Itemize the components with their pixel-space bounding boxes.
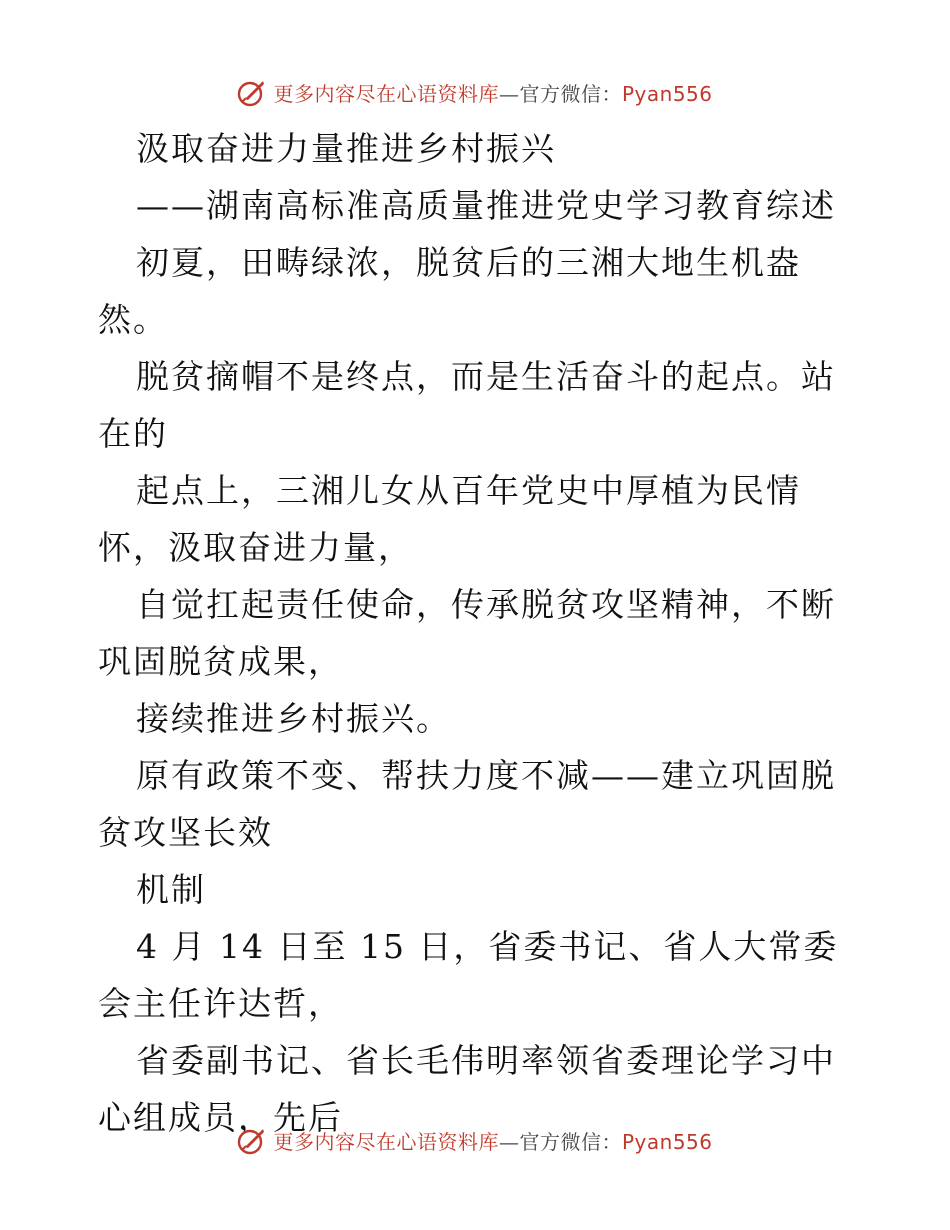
- paragraph: 省委副书记、省长毛伟明率领省委理论学习中心组成员，先后: [98, 1041, 836, 1137]
- header-watermark-banner: [0, 72, 950, 112]
- wechat-label: 官方微信：: [519, 1129, 622, 1154]
- wechat-id: Pyan556: [621, 1129, 713, 1154]
- wechat-label: 官方微信：: [519, 81, 622, 106]
- quill-pen-logo-icon: [237, 77, 267, 107]
- paragraph: 起点上，三湘儿女从百年党史中厚植为民情怀，汲取奋进力量，: [98, 471, 801, 567]
- document-body: [98, 120, 858, 1146]
- footer-watermark-banner: [0, 1120, 950, 1160]
- wechat-id: Pyan556: [621, 81, 713, 106]
- section-heading: 原有政策不变、帮扶力度不减——建立巩固脱贫攻坚长效: [98, 756, 836, 852]
- document-subtitle: ——湖南高标准高质量推进党史学习教育综述: [136, 186, 836, 225]
- document-title: 汲取奋进力量推进乡村振兴: [136, 129, 556, 168]
- site-name: 更多内容尽在心语资料库: [273, 81, 499, 106]
- header-watermark-text: [273, 78, 712, 107]
- separator: —: [498, 1129, 520, 1154]
- paragraph: 4 月 14 日至 15 日，省委书记、省人大常委会主任许达哲，: [98, 927, 839, 1023]
- section-heading-continued: 机制: [136, 870, 206, 909]
- paragraph: 初夏，田畴绿浓，脱贫后的三湘大地生机盎然。: [98, 243, 801, 339]
- site-name: 更多内容尽在心语资料库: [273, 1129, 499, 1154]
- paragraph: 脱贫摘帽不是终点，而是生活奋斗的起点。站在的: [98, 357, 836, 453]
- quill-pen-logo-icon: [237, 1125, 267, 1155]
- paragraph: 自觉扛起责任使命，传承脱贫攻坚精神，不断巩固脱贫成果，: [98, 585, 836, 681]
- separator: —: [498, 81, 520, 106]
- footer-watermark-text: [273, 1126, 712, 1155]
- paragraph: 接续推进乡村振兴。: [136, 699, 451, 738]
